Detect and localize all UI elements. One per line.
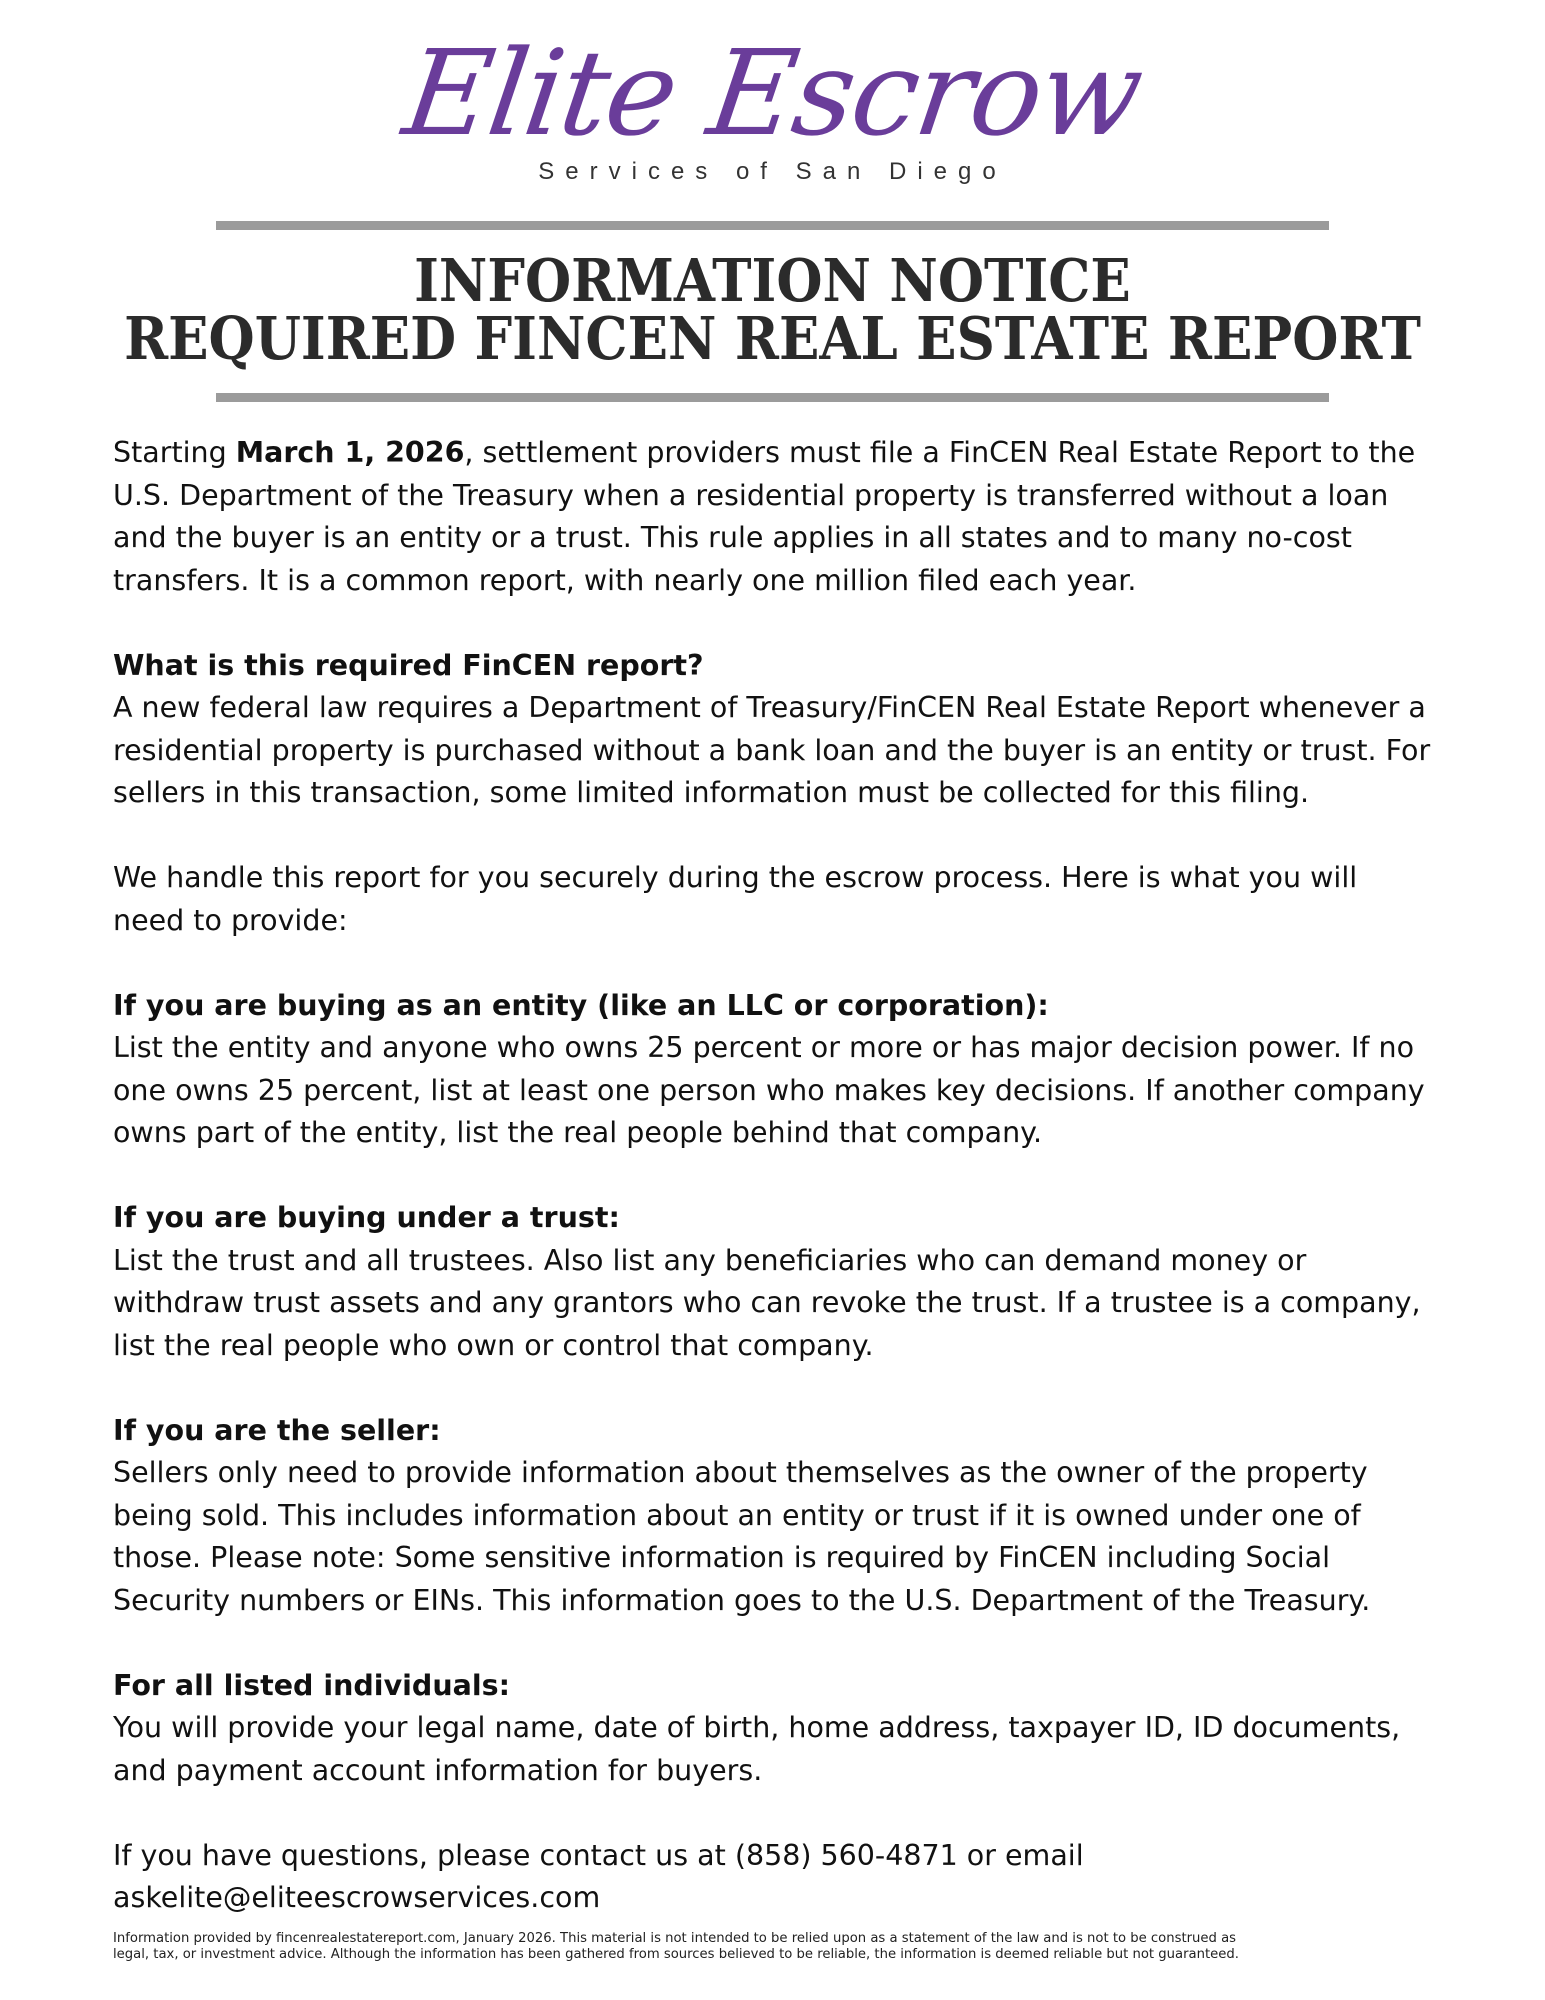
disclaimer-footer [113, 1931, 1433, 1963]
notice-body [113, 432, 1433, 1962]
title-line-2: REQUIRED FINCEN REAL ESTATE REPORT [124, 304, 1421, 374]
contact-paragraph [113, 1835, 1433, 1920]
section-what-heading: What is this required FinCEN report? [113, 648, 704, 682]
contact-email: askelite@eliteescrowservices.com [113, 1881, 601, 1914]
section-trust-heading: If you are buying under a trust: [113, 1201, 620, 1234]
section-individuals-text: You will provide your legal name, date of birth, home address, taxpayer ID, ID documents, and payment account information for buyers. [113, 1711, 1401, 1787]
section-seller-heading: If you are the seller: [113, 1413, 441, 1447]
intro-text: , settlement providers must file a FinCEN Real Estate Report to the U.S. Department of the Treasury when a residential property is transferred without a loan and the buyer is an entity or a trust. This rule applies in all states and to many no-cost transfers. It is a common report, with nearly one million filed each year. [113, 436, 1416, 597]
section-entity [113, 985, 1433, 1155]
section-individuals-heading: For all listed individuals: [113, 1668, 510, 1702]
section-seller [113, 1410, 1433, 1623]
section-seller-text: Sellers only need to provide information about themselves as the owner of the property being sold. This includes information about an entity or trust if it is owned under one of those. Please note: Some sensitive information is required by FinCEN including Social Security numbers or EINs. This information goes to the U.S. Department of the Treasury. [113, 1456, 1371, 1617]
section-what [113, 645, 1433, 815]
company-logo [0, 24, 1545, 162]
divider-top [216, 221, 1329, 230]
logo-wordmark: Elite Escrow [395, 24, 1149, 162]
section-handle-text: We handle this report for you securely during the escrow process. Here is what you will need to provide: [113, 861, 1358, 937]
intro-prefix: Starting [113, 436, 236, 469]
title-line-1: INFORMATION NOTICE [414, 246, 1131, 316]
section-trust [113, 1197, 1433, 1367]
section-what-text: A new federal law requires a Department of Treasury/FinCEN Real Estate Report whenever a residential property is purchased without a bank loan and the buyer is an entity or trust. For sellers in this transaction, some limited information must be collected for this filing. [113, 691, 1431, 809]
section-entity-heading: If you are buying as an entity (like an LLC or corporation): [113, 988, 1049, 1022]
disclaimer-line-2: legal, tax, or investment advice. Although the information has been gathered from sources believed to be reliable, the information is deemed reliable but not guaranteed. [113, 1947, 1239, 1962]
intro-paragraph [113, 432, 1433, 602]
divider-bottom [216, 393, 1329, 402]
logo-tagline: Services of San Diego [538, 158, 1007, 185]
section-trust-text: List the trust and all trustees. Also list any beneficiaries who can demand money or withdraw trust assets and any grantors who can revoke the trust. If a trustee is a company, list the real people who own or control that company. [113, 1243, 1421, 1362]
disclaimer-line-1: Information provided by fincenrealestatereport.com, January 2026. This material is not intended to be relied upon as a statement of the law and is not to be construed as [113, 1931, 1237, 1946]
page-title [0, 246, 1545, 374]
effective-date: March 1, 2026 [235, 436, 465, 469]
contact-text: If you have questions, please contact us at (858) 560-4871 or email [113, 1838, 1084, 1872]
section-individuals [113, 1665, 1433, 1793]
section-handle [113, 857, 1433, 942]
section-entity-text: List the entity and anyone who owns 25 percent or more or has major decision power. If no one owns 25 percent, list at least one person who makes key decisions. If another company owns part of the entity, list the real people behind that company. [113, 1031, 1425, 1149]
